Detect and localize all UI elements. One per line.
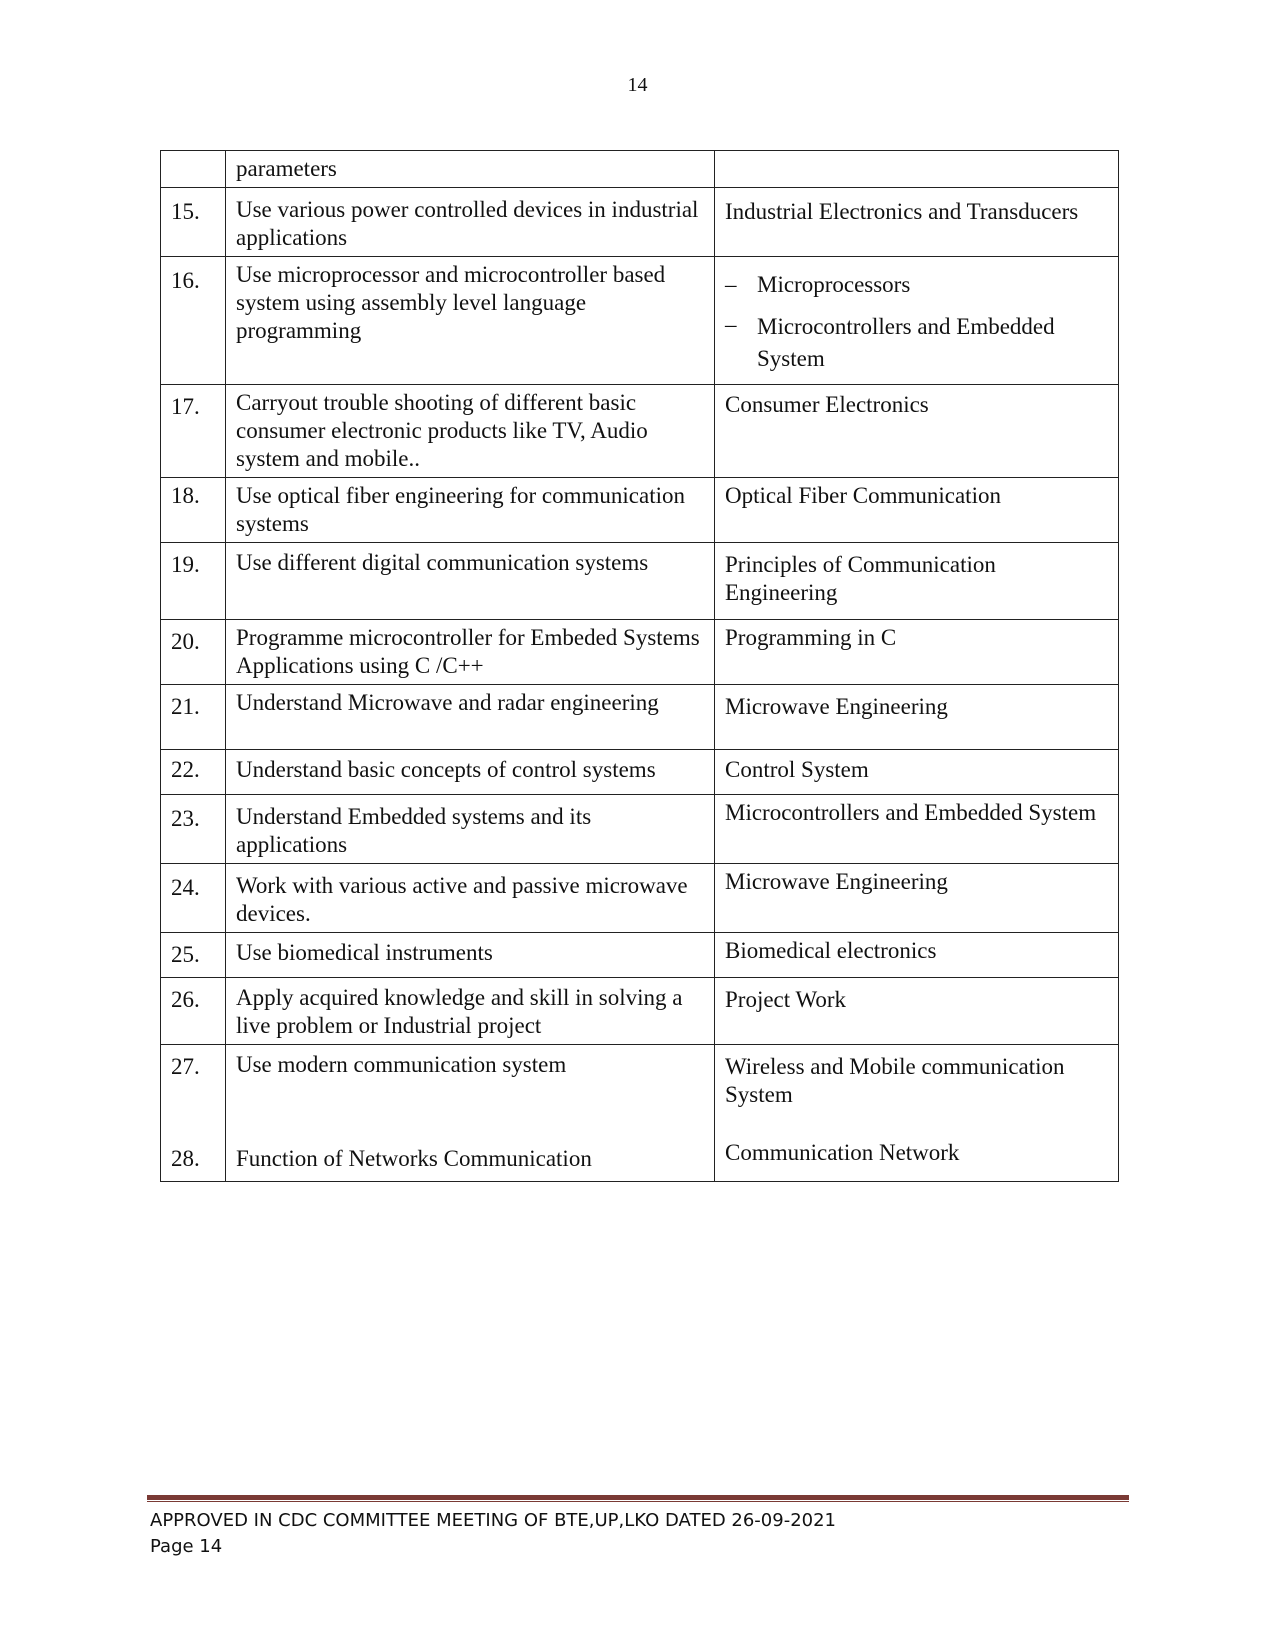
outcome-cell: Carryout trouble shooting of different basic consumer electronic products like TV, Audio system and mobile.. xyxy=(226,384,715,477)
subject-cell: Optical Fiber Communication xyxy=(715,477,1119,542)
row-number xyxy=(161,1045,226,1182)
subject-cell: Programming in C xyxy=(715,619,1119,684)
subject-list-item xyxy=(725,271,1108,299)
row-number: 25. xyxy=(161,933,226,978)
row-number: 23. xyxy=(161,794,226,863)
subject-cell: Microcontrollers and Embedded System xyxy=(715,794,1119,863)
table-row xyxy=(161,863,1119,932)
footer-page-label: Page 14 xyxy=(150,1536,223,1557)
dash-bullet: – xyxy=(725,272,737,298)
table-row xyxy=(161,384,1119,477)
table-row xyxy=(161,933,1119,978)
table-row xyxy=(161,1045,1119,1182)
dash-bullet: – xyxy=(725,312,737,338)
spacer xyxy=(171,1081,215,1145)
outcome-cell xyxy=(226,1045,715,1182)
outcome-cell: Understand basic concepts of control systems xyxy=(226,749,715,794)
outcome-cell: Use biomedical instruments xyxy=(226,933,715,978)
page-number: 14 xyxy=(627,74,648,96)
outcome-cell: Use microprocessor and microcontroller based system using assembly level language programming xyxy=(226,257,715,384)
footer-approval-text: APPROVED IN CDC COMMITTEE MEETING OF BTE,UP,LKO DATED 26-09-2021 xyxy=(150,1510,837,1531)
subject-cell: Principles of Communication Engineering xyxy=(715,542,1119,619)
table-row xyxy=(161,188,1119,257)
subject-item-label: Microcontrollers and Embedded System xyxy=(757,314,1055,372)
table-row xyxy=(161,257,1119,384)
footer-divider-thin xyxy=(147,1501,1129,1502)
table-row xyxy=(161,542,1119,619)
row-number xyxy=(161,151,226,188)
subject-cell: Project Work xyxy=(715,978,1119,1045)
subject-28: Communication Network xyxy=(725,1140,960,1166)
page-footer xyxy=(150,1508,836,1560)
outcome-cell: Use various power controlled devices in industrial applications xyxy=(226,188,715,257)
outcomes-table xyxy=(160,150,1119,1182)
outcome-cell: Apply acquired knowledge and skill in solving a live problem or Industrial project xyxy=(226,978,715,1045)
row-number: 24. xyxy=(161,863,226,932)
outcome-28: Function of Networks Communication xyxy=(236,1146,592,1172)
subject-cell xyxy=(715,257,1119,384)
row-number: 21. xyxy=(161,684,226,749)
table-row xyxy=(161,151,1119,188)
spacer xyxy=(236,1079,704,1145)
row-number: 17. xyxy=(161,384,226,477)
subject-cell: Biomedical electronics xyxy=(715,933,1119,978)
subject-cell: Control System xyxy=(715,749,1119,794)
subject-cell xyxy=(715,151,1119,188)
outcome-cell: Use optical fiber engineering for communication systems xyxy=(226,477,715,542)
outcome-cell: Understand Embedded systems and its applications xyxy=(226,794,715,863)
row-number-28: 28. xyxy=(171,1146,200,1172)
subject-cell: Microwave Engineering xyxy=(715,684,1119,749)
row-number: 26. xyxy=(161,978,226,1045)
table-row xyxy=(161,477,1119,542)
table-row xyxy=(161,619,1119,684)
row-number: 18. xyxy=(161,477,226,542)
spacer xyxy=(725,1109,1108,1139)
subject-cell xyxy=(715,1045,1119,1182)
subject-list-item xyxy=(725,311,1108,375)
row-number: 22. xyxy=(161,749,226,794)
subject-cell: Industrial Electronics and Transducers xyxy=(715,188,1119,257)
row-number: 19. xyxy=(161,542,226,619)
outcome-cell: Programme microcontroller for Embeded Systems Applications using C /C++ xyxy=(226,619,715,684)
row-number: 15. xyxy=(161,188,226,257)
subject-item-label: Microprocessors xyxy=(757,272,911,298)
footer-divider xyxy=(147,1495,1129,1500)
outcome-27: Use modern communication system xyxy=(236,1052,567,1078)
subject-cell: Microwave Engineering xyxy=(715,863,1119,932)
table-row xyxy=(161,978,1119,1045)
table-row xyxy=(161,749,1119,794)
subject-cell: Consumer Electronics xyxy=(715,384,1119,477)
outcome-cell: Understand Microwave and radar engineering xyxy=(226,684,715,749)
row-number-27: 27. xyxy=(171,1054,200,1080)
table-row xyxy=(161,684,1119,749)
outcome-cell: Use different digital communication systems xyxy=(226,542,715,619)
subject-27: Wireless and Mobile communication System xyxy=(725,1054,1065,1108)
outcome-cell: Work with various active and passive microwave devices. xyxy=(226,863,715,932)
row-number: 20. xyxy=(161,619,226,684)
row-number: 16. xyxy=(161,257,226,384)
table-row xyxy=(161,794,1119,863)
outcome-cell: parameters xyxy=(226,151,715,188)
